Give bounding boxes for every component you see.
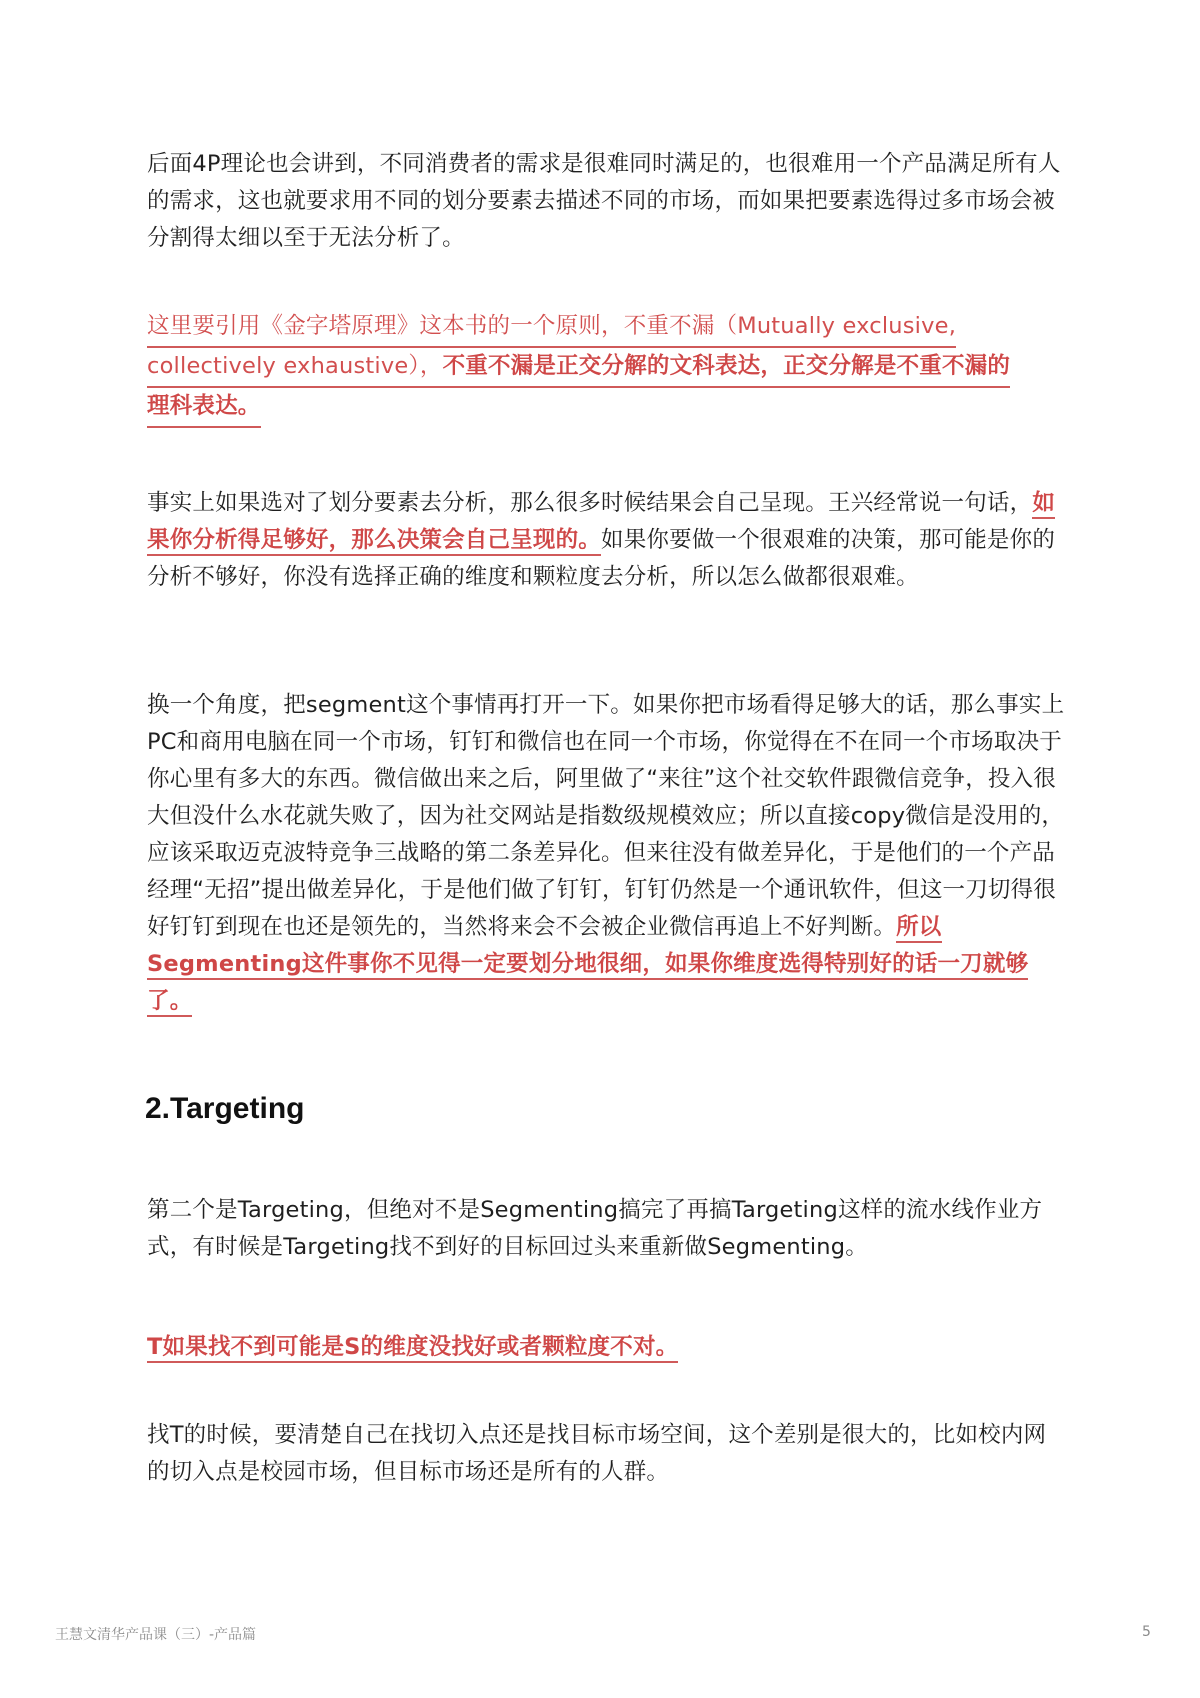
section-heading-targeting: 2.Targeting	[145, 1092, 305, 1125]
paragraph-entry-point	[147, 1417, 1067, 1491]
paragraph-analysis	[147, 485, 1067, 596]
paragraph-text: 如果你要做一个很艰难的决策，那可能是你的分析不够好，你没有选择正确的维度和颗粒度去分析，所以怎么做都很艰难。	[147, 527, 1056, 590]
highlight-text: T如果找不到可能是S的维度没找好或者颗粒度不对。	[147, 1334, 678, 1363]
paragraph-text: 换一个角度，把segment这个事情再打开一下。如果你把市场看得足够大的话，那么事实上PC和商用电脑在同一个市场，钉钉和微信也在同一个市场，你觉得在不在同一个市场取决于你心里有多大的东西。微信做出来之后，阿里做了“来往”这个社交软件跟微信竞争，投入很大但没什么水花就失败了，因为社交网站是指数级规模效应；所以直接copy微信是没用的，应该采取迈克波特竞争三战略的第二条差异化。但来往没有做差异化，于是他们的一个产品经理“无招”提出做差异化，于是他们做了钉钉，钉钉仍然是一个通讯软件，但这一刀切得很好钉钉到现在也还是领先的，当然将来会不会被企业微信再追上不好判断。	[147, 692, 1065, 940]
highlight-line	[147, 348, 1010, 388]
highlight-normal-text: collectively exhaustive），	[147, 353, 443, 379]
paragraph-4p-theory	[147, 146, 1067, 257]
highlight-conclusion: 所以Segmenting这件事你不见得一定要划分地很细，如果你维度选得特别好的话一刀就够了。	[147, 914, 1028, 1017]
paragraph-pyramid-principle-highlight	[147, 308, 1067, 428]
highlight-line: 这里要引用《金字塔原理》这本书的一个原则，不重不漏（Mutually exclusive,	[147, 308, 956, 348]
paragraph-segment	[147, 687, 1067, 1020]
highlight-line: 理科表达。	[147, 388, 261, 428]
footer-document-title: 王慧文清华产品课（三）-产品篇	[55, 1627, 257, 1643]
highlight-bold-text: 不重不漏是正交分解的文科表达，正交分解是不重不漏的	[442, 353, 1011, 379]
highlight-quote: 如果你分析得足够好，那么决策会自己呈现的。	[147, 490, 1055, 556]
paragraph-targeting	[147, 1192, 1067, 1266]
paragraph-text: 第二个是Targeting，但绝对不是Segmenting搞完了再搞Targeting这样的流水线作业方式，有时候是Targeting找不到好的目标回过头来重新做Segmenting。	[147, 1197, 1043, 1260]
paragraph-text: 事实上如果选对了划分要素去分析，那么很多时候结果会自己呈现。王兴经常说一句话，	[147, 490, 1033, 516]
footer-page-number: 5	[1142, 1624, 1151, 1640]
paragraph-targeting-highlight	[147, 1329, 1067, 1366]
paragraph-text: 后面4P理论也会讲到，不同消费者的需求是很难同时满足的，也很难用一个产品满足所有人的需求，这也就要求用不同的划分要素去描述不同的市场，而如果把要素选得过多市场会被分割得太细以至于无法分析了。	[147, 151, 1061, 251]
paragraph-text: 找T的时候，要清楚自己在找切入点还是找目标市场空间，这个差别是很大的，比如校内网的切入点是校园市场，但目标市场还是所有的人群。	[147, 1422, 1047, 1485]
